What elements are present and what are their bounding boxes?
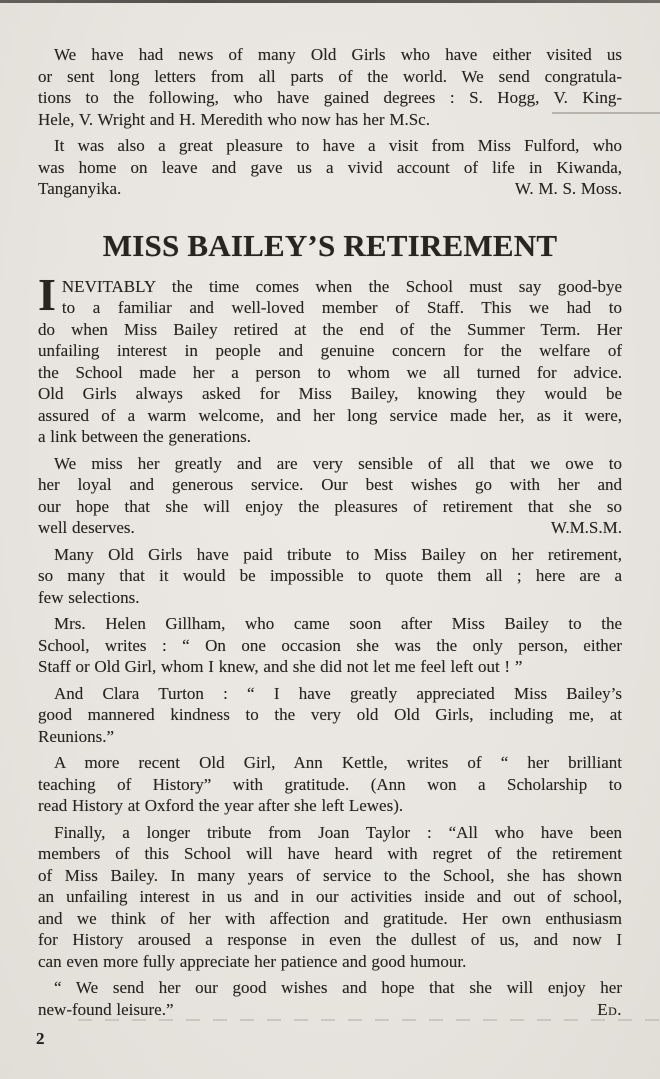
text-line: members of this School will have heard with regret of the retirement xyxy=(38,844,622,863)
text-line: so many that it would be impossible to quote them all ; here are a xyxy=(38,566,622,585)
we-miss-her-signature: W.M.S.M. xyxy=(550,518,622,537)
text-line: good mannered kindness to the very old Old Girls, including me, at xyxy=(38,705,622,724)
text-line: unfailing interest in people and genuine concern for the welfare of xyxy=(38,341,622,360)
text-line: her loyal and generous service. Our best wishes go with her and xyxy=(38,475,622,494)
article-body xyxy=(38,268,622,1021)
text-line: Old Girls always asked for Miss Bailey, knowing they would be xyxy=(38,384,622,403)
text-line: can even more fully appreciate her patience and good humour. xyxy=(38,951,467,971)
text-line: teaching of History” with gratitude. (Ann won a Scholarship to xyxy=(38,774,622,794)
text-line: do when Miss Bailey retired at the end of the Summer Term. Her xyxy=(38,319,622,339)
text-line: It was also a great pleasure to have a visit from Miss Fulford, who xyxy=(54,136,622,155)
text-line: Reunions.” xyxy=(38,726,115,746)
inevitably-paragraph xyxy=(38,268,622,448)
gillham-tribute-paragraph xyxy=(38,613,622,678)
text-line: We have had news of many Old Girls who have either visited us xyxy=(54,45,622,64)
page-number: 2 xyxy=(36,1029,45,1048)
text-line: Mrs. Helen Gillham, who came soon after Miss Bailey to the xyxy=(54,614,622,633)
text-line: few selections. xyxy=(38,587,140,607)
taylor-tribute-paragraph xyxy=(38,822,622,973)
closing-wishes-paragraph xyxy=(38,977,622,1020)
text-line: Hele, V. Wright and H. Meredith who now has her M.Sc. xyxy=(38,109,430,129)
text-line: Tanganyika. xyxy=(38,179,122,198)
text-line: an unfailing interest in us and in our activities inside and out of school, xyxy=(38,887,622,906)
text-line: of Miss Bailey. In many years of service to the School, she has shown xyxy=(38,865,622,885)
drop-cap: I xyxy=(38,268,56,320)
text-line: And Clara Turton : “ I have greatly appreciated Miss Bailey’s xyxy=(54,683,622,703)
scan-artifact-top-edge xyxy=(0,0,660,3)
fulford-visit-signature: W. M. S. Moss. xyxy=(514,179,622,198)
old-girls-news-paragraph xyxy=(38,44,622,130)
text-line: a link between the generations. xyxy=(38,427,252,446)
text-line: We miss her greatly and are very sensible of all that we owe to xyxy=(54,453,622,473)
intro-section xyxy=(38,44,622,200)
text-line: A more recent Old Girl, Ann Kettle, writes of “ her brilliant xyxy=(54,753,622,772)
turton-tribute-paragraph xyxy=(38,683,622,748)
closing-wishes-signature: Ed. xyxy=(597,999,622,1019)
article-title: MISS BAILEY’S RETIREMENT xyxy=(102,227,558,263)
text-line: new-found leisure.” xyxy=(38,999,174,1019)
text-line: our hope that she will enjoy the pleasures of retirement that she so xyxy=(38,496,622,516)
tributes-intro-paragraph xyxy=(38,544,622,609)
text-line: was home on leave and gave us a vivid account of life in Kiwanda, xyxy=(38,157,622,177)
text-line: Finally, a longer tribute from Joan Taylor : “All who have been xyxy=(54,822,622,842)
text-line: assured of a warm welcome, and her long service made her, as it were, xyxy=(38,405,622,425)
text-column xyxy=(38,44,622,1025)
text-line: Many Old Girls have paid tribute to Miss Bailey on her retirement, xyxy=(54,544,622,564)
text-line: School, writes : “ On one occasion she was the only person, either xyxy=(38,635,622,655)
text-line: NEVITABLY the time comes when the School must say good-bye xyxy=(61,276,622,296)
text-line: tions to the following, who have gained degrees : S. Hogg, V. King- xyxy=(38,88,622,107)
text-line: Staff or Old Girl, whom I knew, and she did not let me feel left out ! ” xyxy=(38,657,523,676)
text-line: for History aroused a response in even the dullest of us, and now I xyxy=(38,930,622,949)
text-line: the School made her a person to whom we all turned for advice. xyxy=(38,362,622,382)
text-line: to a familiar and well-loved member of Staff. This we had to xyxy=(61,298,622,317)
fulford-visit-paragraph xyxy=(38,135,622,200)
text-line: or sent long letters from all parts of the world. We send congratula- xyxy=(38,66,622,86)
text-line: read History at Oxford the year after she left Lewes). xyxy=(38,796,404,815)
text-line: “ We send her our good wishes and hope that she will enjoy her xyxy=(54,978,622,997)
text-line: and we think of her with affection and gratitude. Her own enthusiasm xyxy=(38,908,622,928)
text-line: well deserves. xyxy=(38,518,135,537)
kettle-tribute-paragraph xyxy=(38,752,622,817)
we-miss-her-paragraph xyxy=(38,453,622,539)
